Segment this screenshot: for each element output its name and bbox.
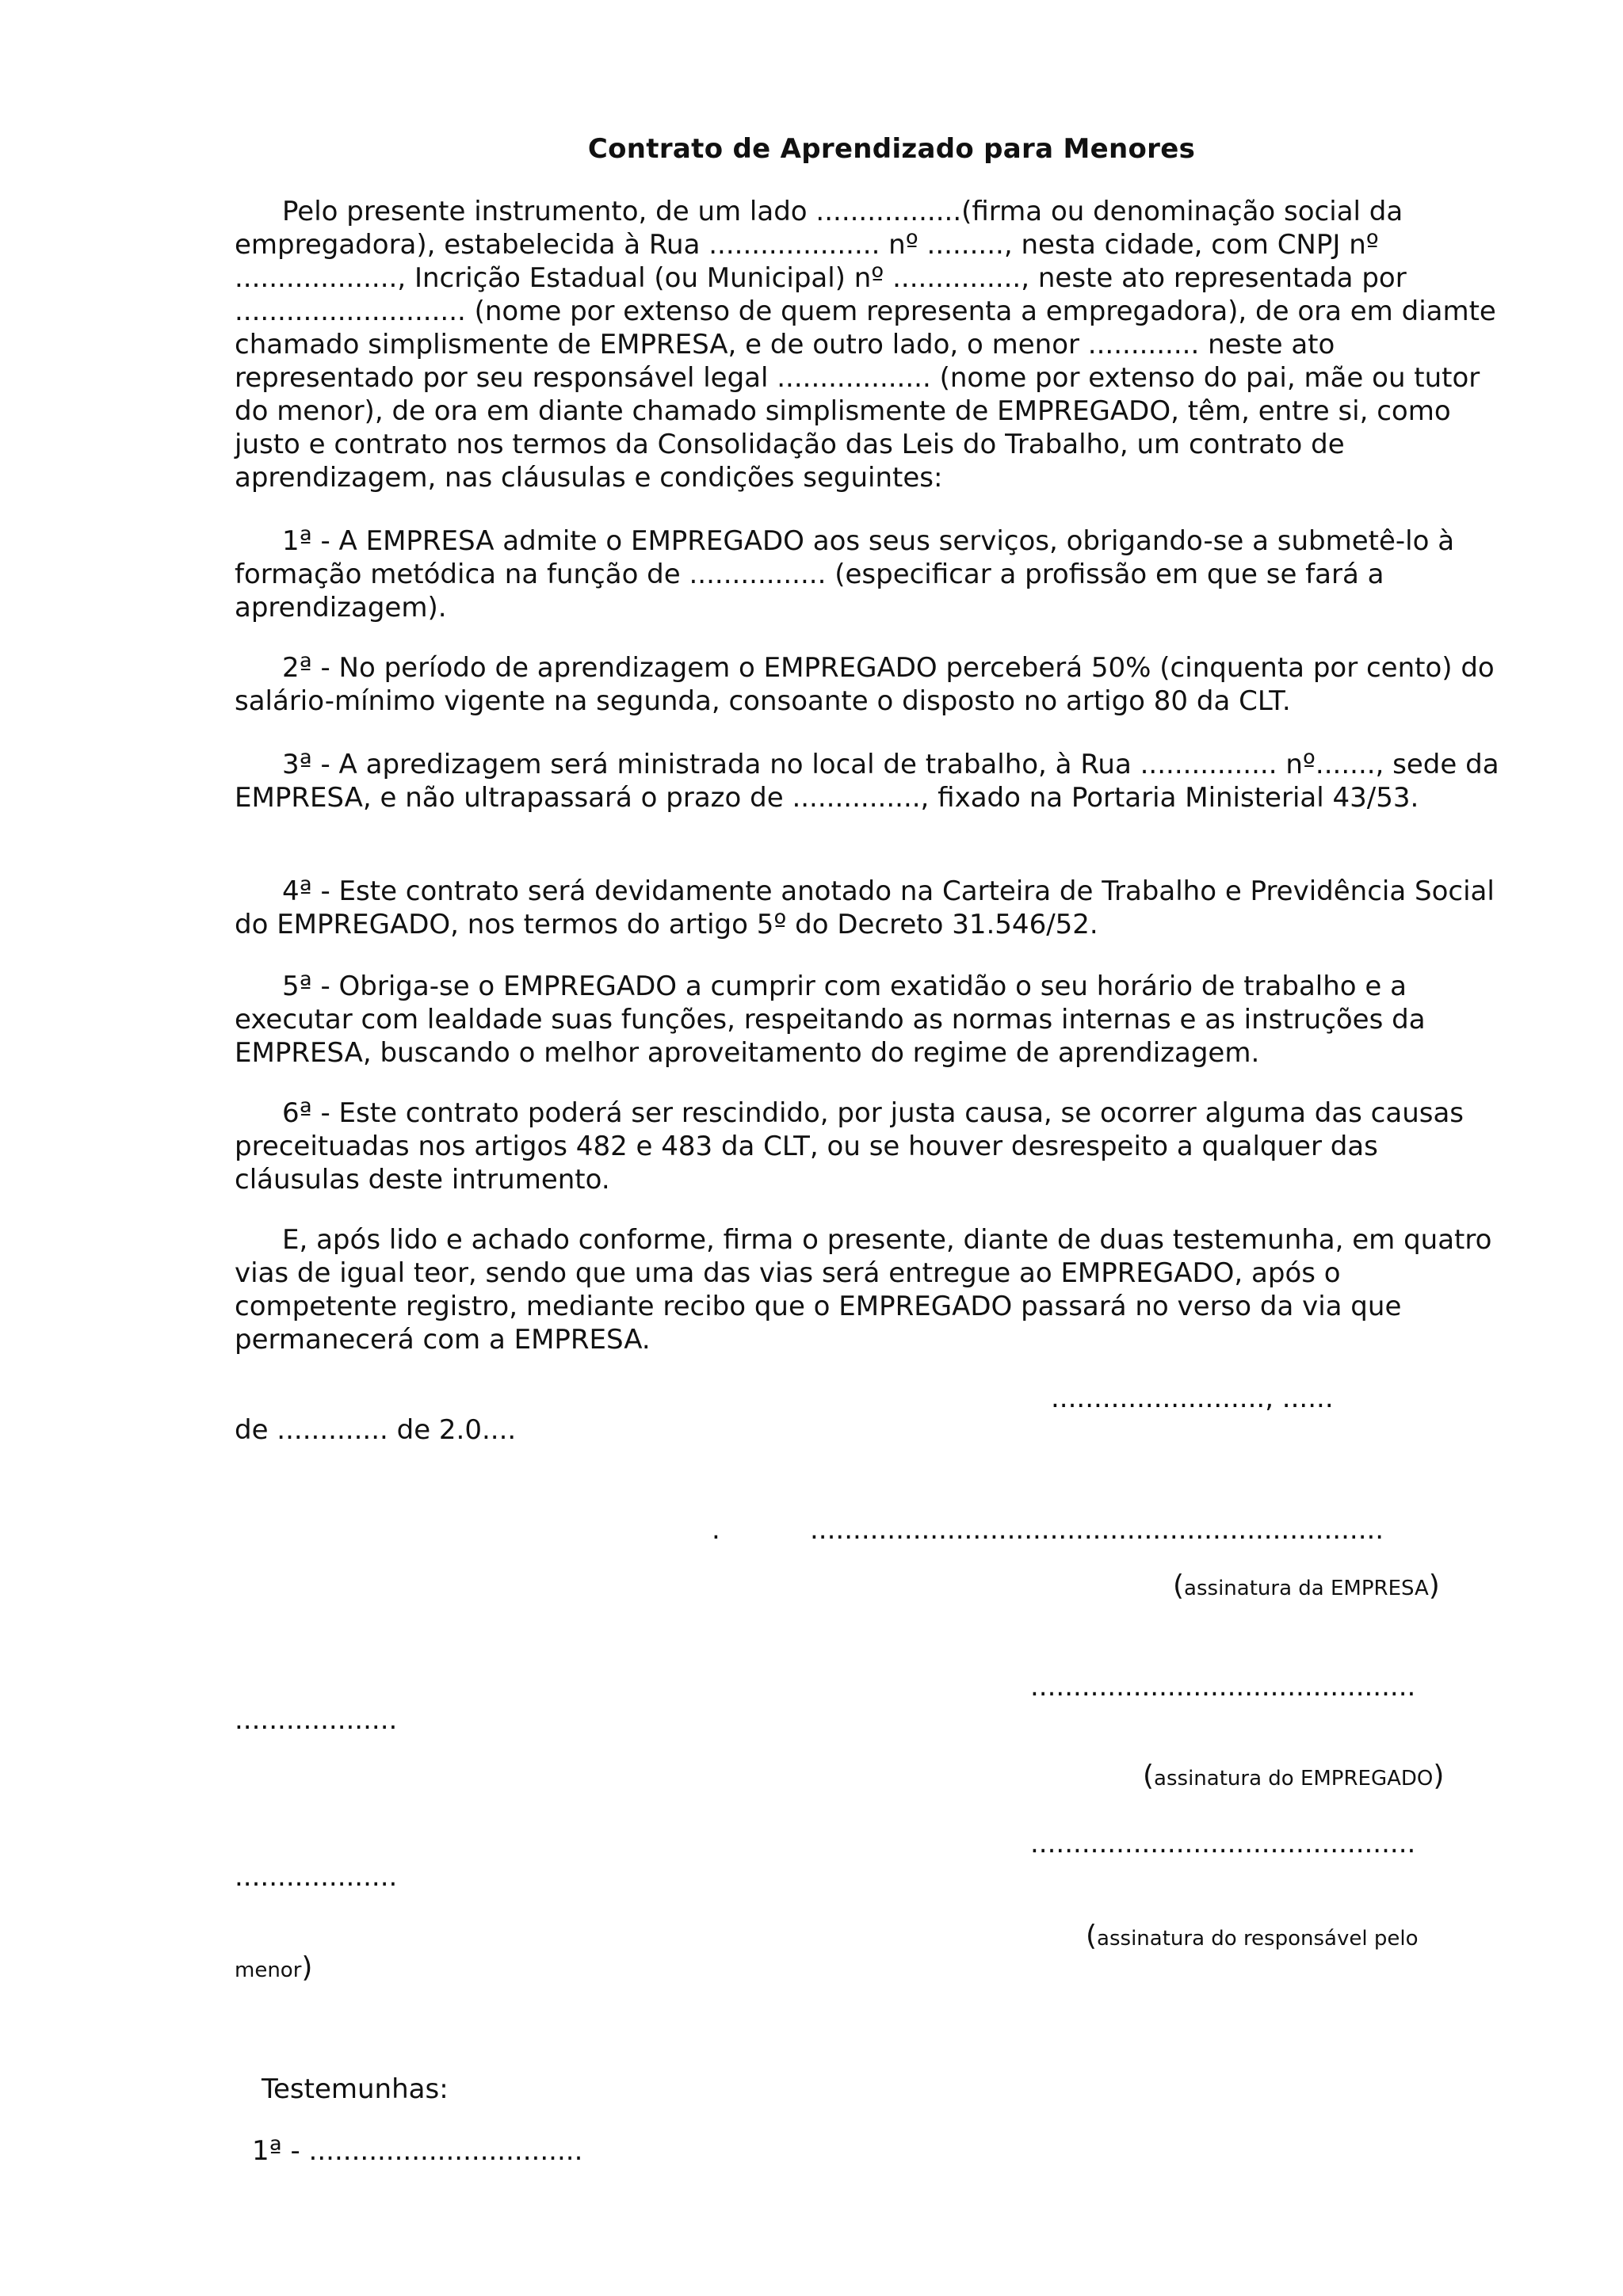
clause-6: 6ª - Este contrato poderá ser rescindido, por justa causa, se ocorrer alguma das causas preceituadas nos artigos 482 e 483 da CLT, ou se houver desrespeito a qualquer das cláusulas deste intrumento.	[235, 1097, 1465, 1196]
document-title: Contrato de Aprendizado para Menores	[587, 133, 1196, 165]
signature-empregado-line-cont: ...................	[235, 1704, 398, 1736]
date-place-line: ........................., ......	[1051, 1383, 1334, 1414]
signature-empregado-line: .............................................	[1030, 1671, 1416, 1703]
clause-2: 2ª - No período de aprendizagem o EMPREGADO perceberá 50% (cinquenta por cento) do salário-mínimo vigente na segunda, consoante o disposto no artigo 80 da CLT.	[235, 652, 1495, 717]
signature-responsavel-line: .............................................	[1030, 1828, 1416, 1859]
signature-empresa-dot: .	[712, 1514, 720, 1546]
closing-paragraph: E, após lido e achado conforme, firma o presente, diante de duas testemunha, em quatro vias de igual teor, sendo que uma das vias será entregue ao EMPREGADO, após o competente registro, mediante recibo que o EMPREGADO passará no verso da via que permanecerá com a EMPRESA.	[235, 1224, 1492, 1356]
clause-4: 4ª - Este contrato será devidamente anotado na Carteira de Trabalho e Previdência Social do EMPREGADO, nos termos do artigo 5º do Decreto 31.546/52.	[235, 875, 1495, 940]
clause-3: 3ª - A apredizagem será ministrada no local de trabalho, à Rua ................ nº......., sede da EMPRESA, e não ultrapassará o prazo de ..............., fixado na Portaria Ministerial 43/53.	[235, 749, 1499, 814]
clause-1: 1ª - A EMPRESA admite o EMPREGADO aos seus serviços, obrigando-se a submetê-lo à formação metódica na função de ................ (especificar a profissão em que se fará a aprendizagem).	[235, 525, 1455, 624]
intro-paragraph: Pelo presente instrumento, de um lado .................(firma ou denominação social da empregadora), estabelecida à Rua .................... nº ........., nesta cidade, com CNPJ nº ..................., Incrição Estadual (ou Municipal) nº ..............., neste ato representada por ........................... (nome por extenso de quem representa a empregadora), de ora em diamte chamado simplismente de EMPRESA, e de outro lado, o menor ............. neste ato representado por seu responsável legal .................. (nome por extenso do pai, mãe ou tutor do menor), de ora em diante chamado simplismente de EMPREGADO, têm, entre si, como justo e contrato nos termos da Consolidação das Leis do Trabalho, um contrato de aprendizagem, nas cláusulas e condições seguintes:	[235, 196, 1496, 494]
witness-1-line: 1ª - ................................	[252, 2135, 583, 2167]
signature-responsavel-caption-cont: menor)	[235, 1951, 313, 1984]
clause-5: 5ª - Obriga-se o EMPREGADO a cumprir com exatidão o seu horário de trabalho e a executar com lealdade suas funções, respeitando as normas internas e as instruções da EMPRESA, buscando o melhor aproveitamento do regime de aprendizagem.	[235, 971, 1426, 1069]
date-line: de ............. de 2.0....	[235, 1414, 517, 1446]
signature-empresa-caption: (assinatura da EMPRESA)	[1173, 1569, 1440, 1602]
signature-responsavel-caption: (assinatura do responsável pelo	[1086, 1920, 1419, 1952]
signature-responsavel-line-cont: ...................	[235, 1861, 398, 1893]
signature-empresa-line: ...................................................................	[810, 1514, 1384, 1546]
witnesses-title: Testemunhas:	[262, 2073, 449, 2105]
signature-empregado-caption: (assinatura do EMPREGADO)	[1143, 1760, 1445, 1792]
